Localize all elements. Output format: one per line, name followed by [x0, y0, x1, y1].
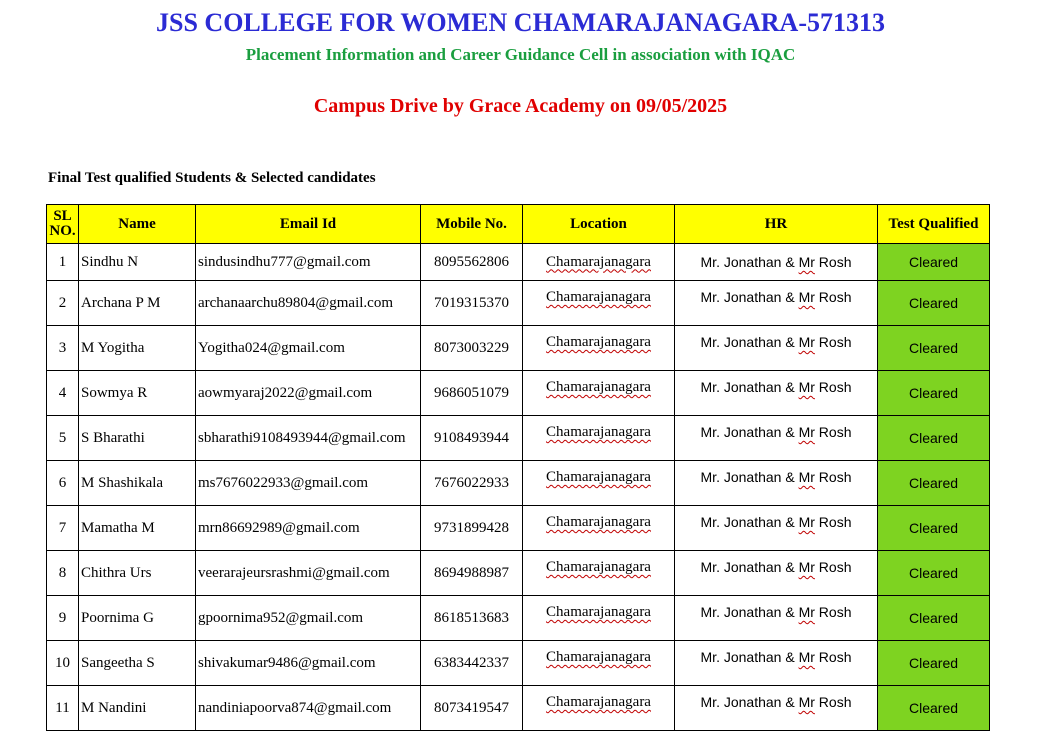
col-hr: HR	[675, 205, 878, 244]
hr-text-b: Mr	[798, 559, 815, 575]
hr-text-a: Mr. Jonathan &	[700, 649, 799, 665]
cell-test-qualified: Cleared	[878, 551, 990, 596]
hr-text-c: Rosh	[814, 649, 852, 665]
cell-sl: 5	[47, 416, 79, 461]
hr-text-b: Mr	[798, 379, 815, 395]
cell-test-qualified: Cleared	[878, 371, 990, 416]
table-row	[47, 281, 990, 326]
cell-mobile: 9686051079	[421, 371, 523, 416]
cell-sl: 3	[47, 326, 79, 371]
cell-location	[523, 244, 675, 281]
cell-test-qualified: Cleared	[878, 461, 990, 506]
cell-sl: 2	[47, 281, 79, 326]
hr-text-a: Mr. Jonathan &	[700, 514, 799, 530]
hr-text-a: Mr. Jonathan &	[700, 289, 799, 305]
hr-text-b: Mr	[798, 514, 815, 530]
cell-sl: 8	[47, 551, 79, 596]
table-row	[47, 506, 990, 551]
cell-location	[523, 641, 675, 686]
cell-email: gpoornima952@gmail.com	[196, 596, 421, 641]
cell-location	[523, 551, 675, 596]
cell-test-qualified: Cleared	[878, 506, 990, 551]
cell-name: Poornima G	[79, 596, 196, 641]
cell-email: sindusindhu777@gmail.com	[196, 244, 421, 281]
cell-mobile: 8618513683	[421, 596, 523, 641]
hr-text-c: Rosh	[814, 559, 852, 575]
cell-sl: 7	[47, 506, 79, 551]
cell-email: aowmyaraj2022@gmail.com	[196, 371, 421, 416]
cell-name: Sangeetha S	[79, 641, 196, 686]
location-text: Chamarajanagara	[546, 379, 651, 395]
location-text: Chamarajanagara	[546, 334, 651, 350]
hr-text-b: Mr	[798, 649, 815, 665]
cell-location	[523, 326, 675, 371]
hr-text-b: Mr	[798, 254, 815, 270]
cell-sl: 9	[47, 596, 79, 641]
table-row	[47, 641, 990, 686]
location-text: Chamarajanagara	[546, 424, 651, 440]
cell-email: nandiniapoorva874@gmail.com	[196, 686, 421, 731]
cell-hr	[675, 551, 878, 596]
cell-location	[523, 416, 675, 461]
cell-email: ms7676022933@gmail.com	[196, 461, 421, 506]
hr-text-a: Mr. Jonathan &	[700, 254, 799, 270]
col-test-qualified: Test Qualified	[878, 205, 990, 244]
hr-text-b: Mr	[798, 469, 815, 485]
cell-hr	[675, 371, 878, 416]
hr-text-b: Mr	[798, 604, 815, 620]
cell-location	[523, 686, 675, 731]
cell-mobile: 8095562806	[421, 244, 523, 281]
hr-text-c: Rosh	[814, 424, 852, 440]
cell-hr	[675, 244, 878, 281]
cell-hr	[675, 416, 878, 461]
hr-text-c: Rosh	[814, 254, 852, 270]
table-row	[47, 416, 990, 461]
cell-mobile: 8073419547	[421, 686, 523, 731]
cell-sl: 4	[47, 371, 79, 416]
cell-hr	[675, 596, 878, 641]
hr-text-a: Mr. Jonathan &	[700, 379, 799, 395]
cell-name: Sindhu N	[79, 244, 196, 281]
hr-text-a: Mr. Jonathan &	[700, 559, 799, 575]
table-row	[47, 461, 990, 506]
cell-hr	[675, 281, 878, 326]
col-mobile: Mobile No.	[421, 205, 523, 244]
college-title: JSS COLLEGE FOR WOMEN CHAMARAJANAGARA-571313	[156, 8, 885, 37]
cell-email: sbharathi9108493944@gmail.com	[196, 416, 421, 461]
location-text: Chamarajanagara	[546, 649, 651, 665]
cell-email: shivakumar9486@gmail.com	[196, 641, 421, 686]
hr-text-b: Mr	[798, 424, 815, 440]
cell-hr	[675, 461, 878, 506]
cell-mobile: 7019315370	[421, 281, 523, 326]
hr-text-c: Rosh	[814, 604, 852, 620]
hr-text-c: Rosh	[814, 469, 852, 485]
cell-name: M Shashikala	[79, 461, 196, 506]
col-sl-no	[47, 205, 79, 244]
cell-hr	[675, 326, 878, 371]
cell-name: Chithra Urs	[79, 551, 196, 596]
hr-text-a: Mr. Jonathan &	[700, 424, 799, 440]
cell-test-qualified: Cleared	[878, 596, 990, 641]
table-row	[47, 686, 990, 731]
cell-mobile: 9108493944	[421, 416, 523, 461]
cell-mobile: 8694988987	[421, 551, 523, 596]
cell-test-qualified: Cleared	[878, 326, 990, 371]
col-location: Location	[523, 205, 675, 244]
col-name: Name	[79, 205, 196, 244]
cell-mobile: 6383442337	[421, 641, 523, 686]
hr-text-c: Rosh	[814, 289, 852, 305]
cell-hr	[675, 686, 878, 731]
table-row	[47, 371, 990, 416]
location-text: Chamarajanagara	[546, 289, 651, 305]
table-row	[47, 326, 990, 371]
drive-title: Campus Drive by Grace Academy on 09/05/2025	[313, 95, 728, 117]
cell-subtitle: Placement Information and Career Guidance Cell in association with IQAC	[245, 45, 796, 64]
location-text: Chamarajanagara	[546, 604, 651, 620]
hr-text-a: Mr. Jonathan &	[700, 604, 799, 620]
cell-location	[523, 506, 675, 551]
cell-name: S Bharathi	[79, 416, 196, 461]
hr-text-c: Rosh	[814, 514, 852, 530]
cell-name: M Nandini	[79, 686, 196, 731]
cell-sl: 6	[47, 461, 79, 506]
location-text: Chamarajanagara	[546, 469, 651, 485]
cell-name: Mamatha M	[79, 506, 196, 551]
cell-location	[523, 281, 675, 326]
location-text: Chamarajanagara	[546, 559, 651, 575]
cell-name: M Yogitha	[79, 326, 196, 371]
table-caption: Final Test qualified Students & Selected candidates	[48, 170, 376, 186]
cell-sl: 1	[47, 244, 79, 281]
location-text: Chamarajanagara	[546, 253, 651, 270]
cell-mobile: 8073003229	[421, 326, 523, 371]
hr-text-a: Mr. Jonathan &	[700, 334, 799, 350]
cell-mobile: 9731899428	[421, 506, 523, 551]
hr-text-b: Mr	[798, 694, 815, 710]
cell-test-qualified: Cleared	[878, 686, 990, 731]
hr-text-c: Rosh	[814, 694, 852, 710]
cell-location	[523, 371, 675, 416]
cell-email: Yogitha024@gmail.com	[196, 326, 421, 371]
cell-sl: 11	[47, 686, 79, 731]
cell-hr	[675, 506, 878, 551]
col-email: Email Id	[196, 205, 421, 244]
cell-email: mrn86692989@gmail.com	[196, 506, 421, 551]
cell-name: Archana P M	[79, 281, 196, 326]
cell-mobile: 7676022933	[421, 461, 523, 506]
table-row	[47, 596, 990, 641]
cell-name: Sowmya R	[79, 371, 196, 416]
hr-text-c: Rosh	[814, 334, 852, 350]
hr-text-a: Mr. Jonathan &	[700, 469, 799, 485]
location-text: Chamarajanagara	[546, 694, 651, 710]
cell-sl: 10	[47, 641, 79, 686]
cell-location	[523, 461, 675, 506]
candidates-table	[46, 204, 990, 731]
cell-location	[523, 596, 675, 641]
cell-test-qualified: Cleared	[878, 281, 990, 326]
hr-text-a: Mr. Jonathan &	[700, 694, 799, 710]
location-text: Chamarajanagara	[546, 514, 651, 530]
cell-email: veerarajeursrashmi@gmail.com	[196, 551, 421, 596]
hr-text-b: Mr	[798, 289, 815, 305]
cell-hr	[675, 641, 878, 686]
cell-email: archanaarchu89804@gmail.com	[196, 281, 421, 326]
col-sl-line2: NO.	[49, 223, 76, 239]
table-header-row	[47, 205, 990, 244]
hr-text-b: Mr	[798, 334, 815, 350]
table-row	[47, 244, 990, 281]
cell-test-qualified: Cleared	[878, 416, 990, 461]
col-sl-line1: SL	[53, 208, 72, 224]
table-row	[47, 551, 990, 596]
cell-test-qualified: Cleared	[878, 244, 990, 281]
cell-test-qualified: Cleared	[878, 641, 990, 686]
hr-text-c: Rosh	[814, 379, 852, 395]
